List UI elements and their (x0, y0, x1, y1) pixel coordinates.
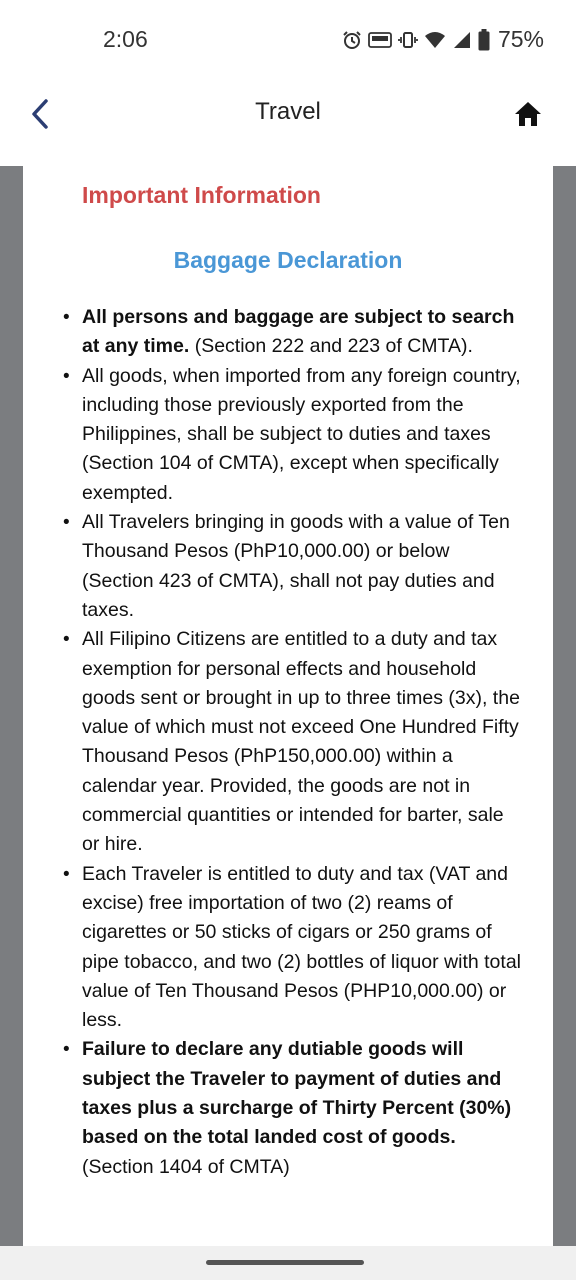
home-icon (513, 100, 543, 128)
baggage-declaration-title: Baggage Declaration (173, 247, 403, 273)
status-time: 2:06 (103, 26, 148, 52)
list-item (53, 362, 523, 508)
list-item-text: All Travelers bringing in goods with a value of Ten Thousand Pesos (PhP10,000.00) or below (Section 423 of CMTA), shall not pay duties and taxes. (82, 511, 510, 621)
gesture-handle[interactable] (206, 1260, 364, 1265)
list-item-bold: Failure to declare any dutiable goods will subject the Traveler to payment of duties and taxes plus a surcharge of Thirty Percent (30%) based on the total landed cost of goods. (82, 1038, 512, 1149)
signal-icon (452, 30, 472, 50)
auto-icon (368, 30, 392, 50)
important-info-heading: Important Information (82, 182, 321, 208)
scroll-gutter-left (0, 166, 23, 1246)
list-item-text: All goods, when imported from any foreign country, including those previously exported from the Philippines, shall be subject to duties and taxes (Section 104 of CMTA), except when specifically exempted. (82, 364, 521, 504)
scroll-gutter-right (553, 166, 576, 1246)
navigation-bar (0, 1246, 576, 1280)
list-item (53, 860, 523, 1036)
list-item (53, 625, 523, 859)
declaration-list (53, 303, 523, 1182)
list-item-text: (Section 222 and 223 of CMTA). (189, 335, 473, 358)
battery-percent: 75% (497, 26, 544, 52)
vibrate-icon (398, 30, 418, 50)
status-icons (342, 26, 544, 53)
app-bar (0, 80, 576, 166)
home-button[interactable] (510, 94, 546, 134)
list-item (53, 1035, 523, 1181)
list-item-text: All Filipino Citizens are entitled to a duty and tax exemption for personal effects and household goods sent or brought in up to three times (3x), the value of which must not exceed One Hundred Fifty Thousand Pesos (PhP150,000.00) within a calendar year. Provided, the goods are not in commercial quantities or intended for barter, sale or hire. (82, 628, 520, 856)
info-panel[interactable] (23, 166, 553, 1246)
list-item-text: Each Traveler is entitled to duty and tax (VAT and excise) free importation of two (2) reams of cigarettes or 50 sticks of cigars or 250 grams of pipe tobacco, and two (2) bottles of liquor with total value of Ten Thousand Pesos (PHP10,000.00) or less. (82, 862, 521, 1032)
list-item (53, 508, 523, 625)
list-item-bold: All persons and baggage are subject to search at any time. (82, 306, 515, 358)
page-title: Travel (255, 98, 321, 125)
list-item (53, 303, 523, 362)
alarm-icon (342, 30, 362, 50)
battery-icon (478, 29, 490, 51)
status-bar (0, 0, 576, 80)
wifi-icon (424, 30, 446, 50)
list-item-text: (Section 1404 of CMTA) (82, 1155, 290, 1178)
